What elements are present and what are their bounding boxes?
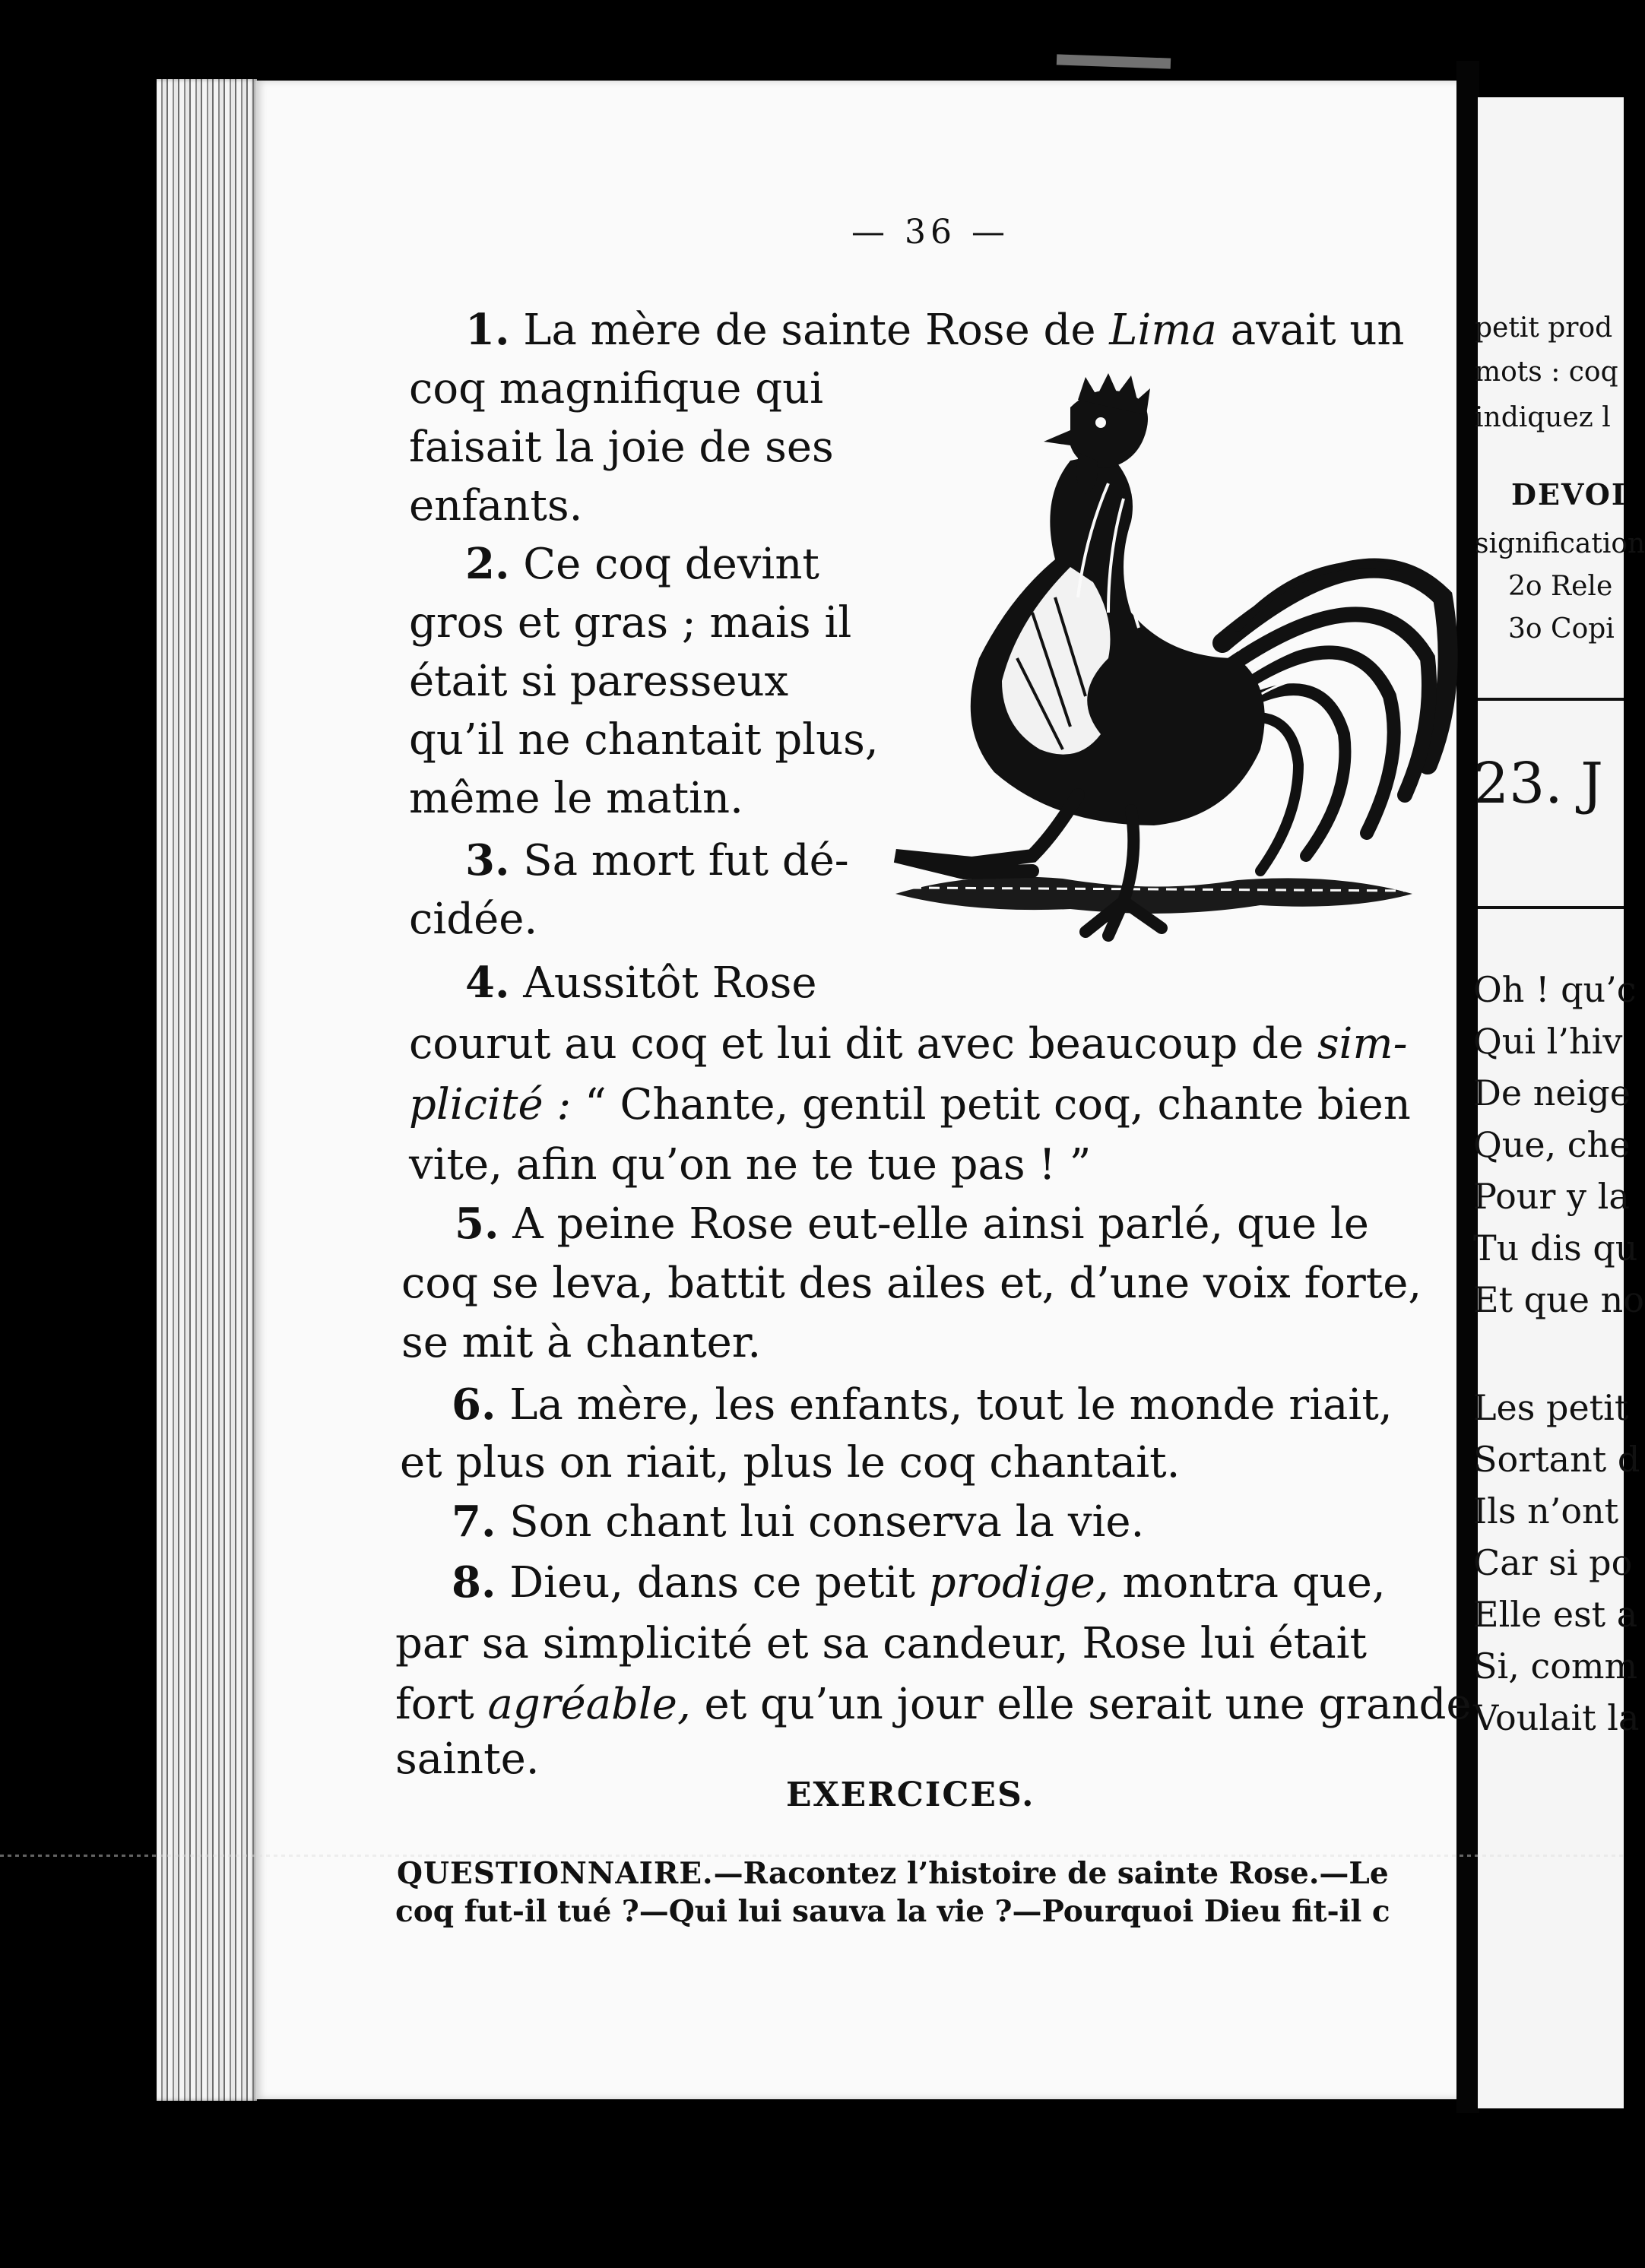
paragraph-2-line-1: 2. Ce coq devint — [465, 539, 819, 589]
paragraph-8-line-2: par sa simplicité et sa candeur, Rose lui était — [395, 1619, 1368, 1668]
right-line-1: Oh ! qu’c — [1473, 969, 1637, 1010]
paragraph-2-line-5: même le matin. — [409, 774, 743, 823]
exercises-heading: EXERCICES. — [786, 1775, 1035, 1814]
paragraph-2-line-3: était si paresseux — [409, 657, 789, 706]
right-page-text — [1473, 97, 1645, 2108]
right-line-12: Elle est a — [1473, 1594, 1638, 1635]
paragraph-1-line-3: faisait la joie de ses — [409, 423, 834, 472]
questionnaire-line-1: QUESTIONNAIRE.—Racontez l’histoire de sainte Rose.—Le — [397, 1856, 1389, 1891]
paragraph-5-line-1: 5. A peine Rose eut-elle ainsi parlé, que le — [455, 1199, 1369, 1249]
right-line-7: Et que no — [1473, 1279, 1644, 1320]
paragraph-8-line-1: 8. Dieu, dans ce petit prodige, montra que, — [452, 1557, 1386, 1608]
rooster-illustration — [880, 369, 1455, 1009]
questionnaire — [397, 1855, 1390, 1931]
right-divider-1 — [1478, 698, 1624, 701]
right-line-11: Car si po — [1473, 1542, 1633, 1583]
right-line-10: Ils n’ont — [1473, 1490, 1619, 1532]
right-line-3: De neige — [1473, 1072, 1631, 1113]
right-line-5: Pour y la — [1473, 1176, 1630, 1217]
right-line-8: Les petit — [1473, 1387, 1629, 1428]
right-text-5: 2o Rele — [1508, 571, 1613, 602]
right-line-14: Voulait la — [1473, 1697, 1640, 1738]
right-divider-2 — [1478, 906, 1624, 909]
right-heading: 23. J — [1473, 751, 1603, 816]
paragraph-8-line-3: fort agréable, et qu’un jour elle serait une grande — [395, 1680, 1472, 1729]
right-text-3: indiquez l — [1475, 402, 1611, 433]
right-line-6: Tu dis qu — [1473, 1227, 1638, 1269]
paragraph-5-line-3: se mit à chanter. — [401, 1318, 762, 1367]
page-number: — 36 — — [851, 213, 1010, 252]
right-text-6: 3o Copi — [1508, 613, 1615, 645]
paragraph-1-line-1: 1. La mère de sainte Rose de Lima avait un — [465, 305, 1405, 355]
paragraph-3-line-2: cidée. — [409, 895, 538, 944]
paragraph-2-line-4: qu’il ne chantait plus, — [409, 715, 879, 765]
paragraph-6-line-1: 6. La mère, les enfants, tout le monde riait, — [452, 1379, 1393, 1430]
paragraph-3-line-1: 3. Sa mort fut dé- — [465, 835, 849, 885]
paragraph-7-line-1: 7. Son chant lui conserva la vie. — [452, 1497, 1145, 1547]
right-line-9: Sortant d — [1473, 1439, 1640, 1480]
paragraph-4-line-3: plicité : “ Chante, gentil petit coq, chante bien — [409, 1080, 1411, 1129]
right-text-4: signification — [1475, 528, 1645, 559]
right-text-1: petit prod — [1475, 312, 1613, 344]
paragraph-4-line-2: courut au coq et lui dit avec beaucoup de sim- — [409, 1019, 1408, 1069]
right-line-4: Que, che — [1473, 1124, 1631, 1165]
paragraph-6-line-2: et plus on riait, plus le coq chantait. — [400, 1438, 1181, 1487]
right-line-13: Si, comm — [1473, 1646, 1638, 1687]
paragraph-4-line-4: vite, afin qu’on ne te tue pas ! ” — [409, 1140, 1092, 1189]
questionnaire-line-2: coq fut-il tué ?—Qui lui sauva la vie ?—Pourquoi Dieu fit-il c — [395, 1894, 1390, 1929]
paragraph-1-line-4: enfants. — [409, 481, 583, 531]
paragraph-1-line-2: coq magnifique qui — [409, 364, 824, 413]
page-edges — [157, 79, 257, 2101]
paragraph-8-line-4: sainte. — [395, 1734, 540, 1784]
right-text-2: mots : coq — [1475, 356, 1618, 388]
paragraph-5-line-2: coq se leva, battit des ailes et, d’une voix forte, — [401, 1259, 1422, 1308]
paragraph-2-line-2: gros et gras ; mais il — [409, 598, 852, 648]
paragraph-4-line-1: 4. Aussitôt Rose — [465, 958, 817, 1008]
scan-artifact — [1057, 54, 1171, 68]
right-devoir: DEVOI — [1511, 477, 1627, 512]
right-line-2: Qui l’hiv — [1473, 1021, 1623, 1062]
